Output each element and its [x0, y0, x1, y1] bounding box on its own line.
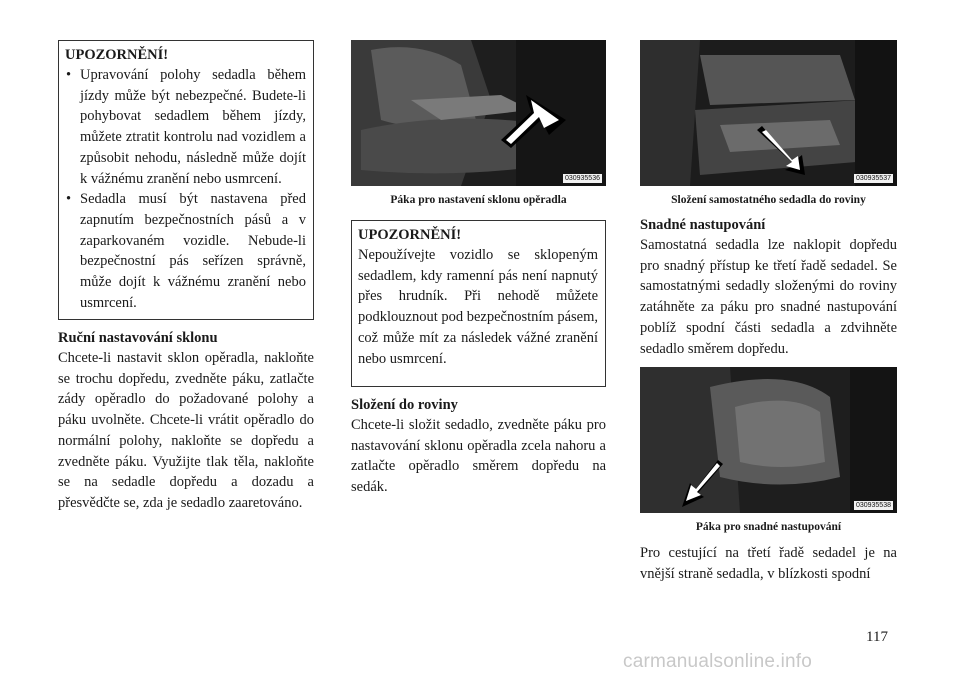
section-text: Samostatná sedadla lze naklopit dopředu pro snadný přístup ke třetí řadě sedadel. Se samostatnými sedadly složenými do roviny zatáhněte za páku pro snadné nastupování poblíž spodní části sedadla a zdvihněte sedadlo směrem dopředu.: [640, 237, 897, 357]
continued-text: Pro cestující na třetí řadě sedadel je na vnější straně sedadla, v blízkosti spodní: [640, 545, 897, 582]
middle-column: [351, 40, 606, 498]
section-heading: Složení do roviny: [351, 397, 458, 413]
right-column: [640, 40, 897, 585]
figure-caption: Páka pro nastavení sklonu opěradla: [390, 194, 567, 206]
section-heading: Snadné nastupování: [640, 217, 766, 233]
seat-photo-illustration: [640, 367, 897, 513]
warning-box: [58, 40, 314, 320]
seat-recline-lever-photo: [351, 40, 606, 186]
warning-title: UPOZORNĚNÍ!: [358, 227, 462, 243]
photo-code: 030935538: [855, 502, 891, 510]
warning-bullet: • Sedadla musí být nastavena před zapnutím bezpečnostních pásů a v zaparkovaném vozidle. Nebude-li bezpečnostní pás seřízen správně, může dojít k vážnému zranění nebo usmrcení.: [65, 189, 306, 313]
seat-photo-illustration: [640, 40, 897, 186]
page-number: 117: [866, 629, 888, 645]
photo-code: 030935536: [564, 175, 600, 182]
figure-caption: Složení samostatného sedadla do roviny: [671, 194, 866, 206]
easy-entry-lever-photo: [640, 367, 897, 513]
section-heading: Ruční nastavování sklonu: [58, 330, 218, 346]
seat-fold-flat-photo: [640, 40, 897, 186]
section-text: Chcete-li nastavit sklon opěradla, nakloňte se trochu dopředu, zvedněte páku, zatlačte zády opěradlo do požadované polohy a páku uvolněte. Chcete-li vrátit opěradlo do normální polohy, nakloňte se dopředu a zvedněte páku. Využijte tlak těla, nakloňte se na sedadle dopředu a dozadu a přesvědčte se, zda je sedadlo zaaretováno.: [58, 350, 314, 511]
warning-title: UPOZORNĚNÍ!: [65, 47, 169, 63]
left-column: [58, 40, 314, 514]
photo-code: 030935537: [855, 175, 891, 182]
warning-bullet: • Upravování polohy sedadla během jízdy může být nebezpečné. Budete-li pohybovat sedadlem během jízdy, můžete ztratit kontrolu nad vozidlem a způsobit nehodu, následně může dojít k vážnému zranění nebo usmrcení.: [65, 65, 306, 189]
warning-bullet-list: [65, 65, 306, 313]
seat-photo-illustration: [351, 40, 606, 186]
figure-caption: Páka pro snadné nastupování: [695, 521, 842, 534]
warning-text: Nepoužívejte vozidlo se sklopeným sedadlem, kdy ramenní pás není napnutý přes hrudník. Při nehodě můžete podklouznout pod bezpečnostním pásem, což může mít za následek vážné zranění nebo usmrcení.: [358, 247, 599, 367]
warning-box: [351, 220, 606, 387]
watermark: carmanualsonline.info: [623, 651, 813, 672]
section-text: Chcete-li složit sedadlo, zvedněte páku pro nastavování sklonu opěradla zcela nahoru a zatlačte opěradlo směrem dopředu na sedák.: [351, 417, 606, 496]
